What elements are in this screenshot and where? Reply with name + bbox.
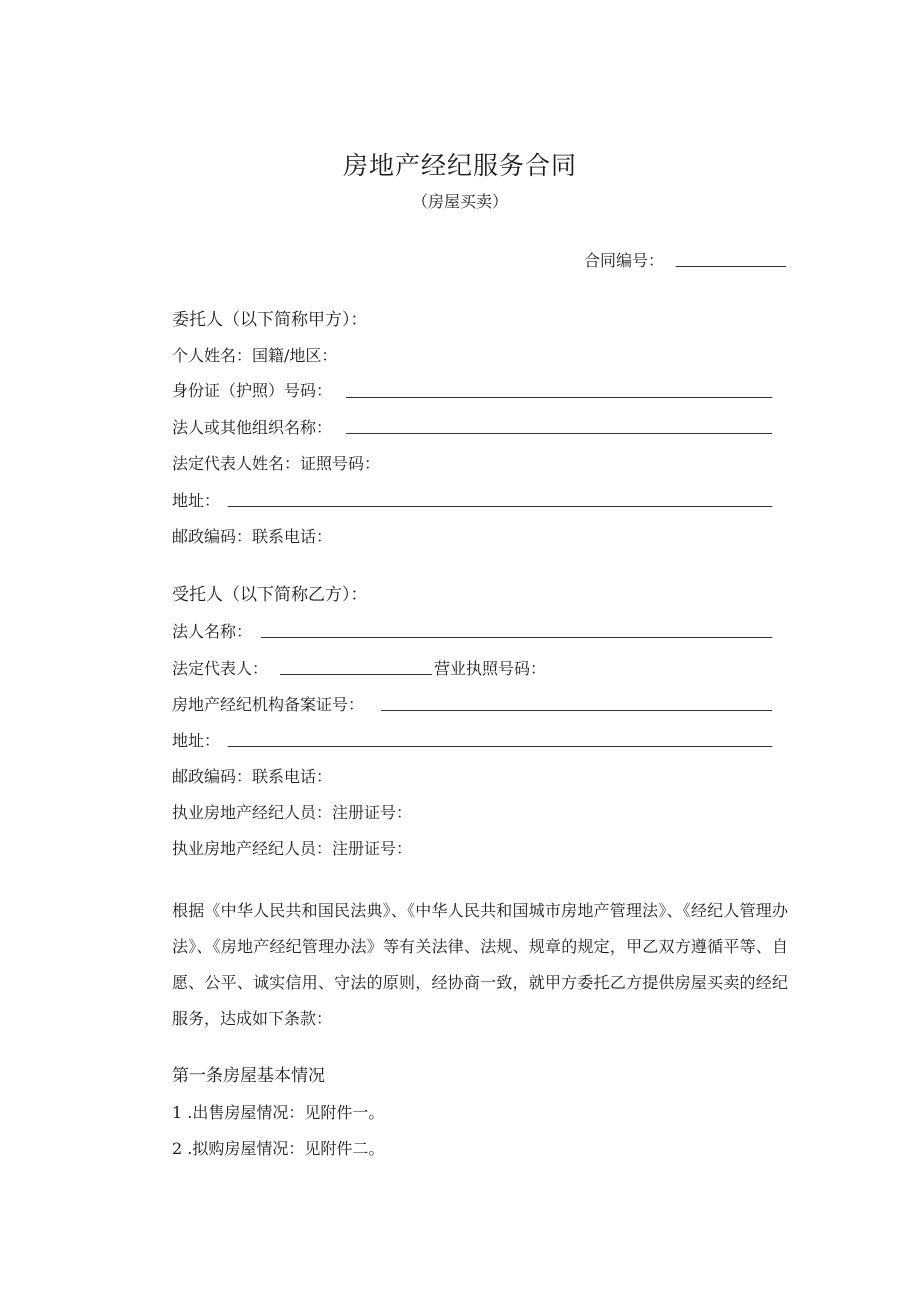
article-1-heading: 第一条房屋基本情况: [172, 1066, 325, 1086]
party-a-rep-line: 法定代表人姓名：证照号码：: [172, 454, 381, 473]
party-b-legal-name-label: 法人名称：: [172, 622, 253, 641]
party-a-address-blank[interactable]: [228, 506, 772, 507]
contract-number-blank[interactable]: [676, 266, 786, 267]
party-b-filing-label: 房地产经纪机构备案证号：: [172, 695, 365, 714]
party-a-org-label: 法人或其他组织名称：: [172, 418, 333, 437]
party-b-filing-blank[interactable]: [381, 710, 772, 711]
party-b-rep-label: 法定代表人：: [172, 659, 269, 678]
contract-title: 房地产经纪服务合同: [342, 151, 577, 180]
party-a-id-blank[interactable]: [346, 397, 772, 398]
party-b-rep-blank[interactable]: [280, 674, 432, 675]
party-b-address-blank[interactable]: [228, 746, 772, 747]
contract-subtitle: （房屋买卖）: [411, 192, 508, 211]
party-b-postal-line: 邮政编码：联系电话：: [172, 767, 333, 786]
contract-number-label: 合同编号：: [584, 251, 665, 270]
party-b-agent2-line: 执业房地产经纪人员：注册证号：: [172, 839, 413, 858]
party-b-address-label: 地址：: [172, 731, 221, 750]
party-a-heading: 委托人（以下简称甲方）：: [172, 310, 368, 330]
party-a-id-label: 身份证（护照）号码：: [172, 381, 333, 400]
party-a-address-label: 地址：: [172, 491, 221, 510]
preamble-paragraph: 根据《中华人民共和国民法典》、《中华人民共和国城市房地产管理法》、《经纪人管理办法》、《房地产经纪管理办法》等有关法律、法规、规章的规定，甲乙双方遵循平等、自愿、公平、诚实信用、守法的原则，经协商一致，就甲方委托乙方提供房屋买卖的经纪服务，达成如下条款：: [172, 901, 788, 1028]
party-a-name-line: 个人姓名：国籍/地区：: [172, 346, 338, 365]
article-1-item-2: 2 .拟购房屋情况：见附件二。: [172, 1139, 385, 1158]
article-1-item-1: 1 .出售房屋情况：见附件一。: [172, 1103, 385, 1122]
party-a-postal-line: 邮政编码：联系电话：: [172, 527, 333, 546]
party-b-license-label: 营业执照号码：: [434, 659, 547, 678]
party-a-org-blank[interactable]: [346, 433, 772, 434]
party-b-heading: 受托人（以下简称乙方）：: [172, 585, 368, 605]
party-b-agent1-line: 执业房地产经纪人员：注册证号：: [172, 803, 413, 822]
party-b-legal-name-blank[interactable]: [261, 637, 772, 638]
